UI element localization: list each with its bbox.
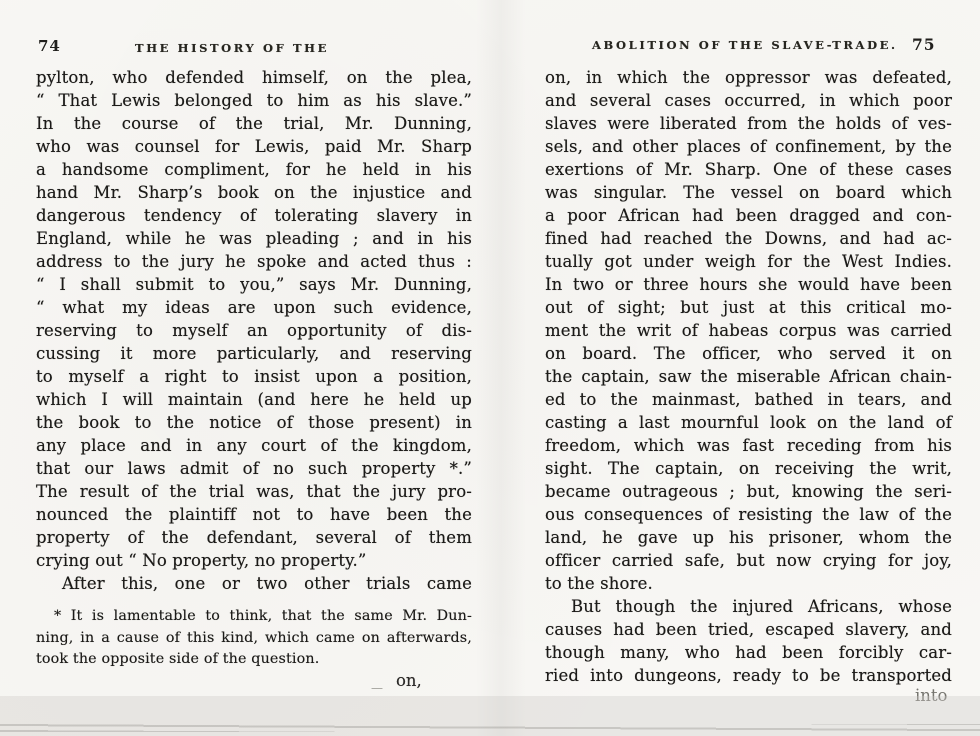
text-line: the captain, saw the miserable African chain-: [545, 367, 952, 386]
text-line: on board. The officer, who served it on: [545, 344, 952, 363]
text-line: address to the jury he spoke and acted thus :: [36, 252, 472, 271]
text-line: ed to the mainmast, bathed in tears, and: [545, 390, 952, 409]
footnote-line: * It is lamentable to think, that the same Mr. Dun-: [54, 608, 472, 624]
text-line: In the course of the trial, Mr. Dunning,: [36, 114, 472, 133]
text-line: cussing it more particularly, and reserving: [36, 344, 472, 363]
text-line: and several cases occurred, in which poor: [545, 91, 952, 110]
text-line: “ That Lewis belonged to him as his slave.”: [36, 91, 472, 110]
left-page-text: [36, 66, 472, 595]
text-line: the book to the notice of those present) in: [36, 413, 472, 432]
text-line: ried into dungeons, ready to be transported: [545, 666, 952, 685]
text-line: tually got under weigh for the West Indies.: [545, 252, 952, 271]
text-line: on, in which the oppressor was defeated,: [545, 68, 952, 87]
text-line: “ I shall submit to you,” says Mr. Dunning,: [36, 275, 472, 294]
text-line: dangerous tendency of tolerating slavery in: [36, 206, 472, 225]
text-line: In two or three hours she would have been: [545, 275, 952, 294]
text-line: “ what my ideas are upon such evidence,: [36, 298, 472, 317]
footnote-line: took the opposite side of the question.: [36, 651, 320, 667]
catchword-right: into: [915, 686, 948, 705]
text-line: to myself a right to insist upon a position,: [36, 367, 472, 386]
text-line: became outrageous ; but, knowing the seri-: [545, 482, 952, 501]
text-line: nounced the plaintiff not to have been the: [36, 505, 472, 524]
text-line: hand Mr. Sharp’s book on the injustice and: [36, 183, 472, 202]
catchword-left: on,: [396, 671, 422, 690]
page-gutter-shadow: [476, 0, 526, 736]
text-line: exertions of Mr. Sharp. One of these cases: [545, 160, 952, 179]
text-line: to the shore.: [545, 574, 653, 593]
text-line: pylton, who defended himself, on the plea,: [36, 68, 472, 87]
text-line: out of sight; but just at this critical mo-: [545, 298, 952, 317]
text-line: any place and in any court of the kingdom,: [36, 436, 472, 455]
scan-edge-bottom-streaks: [0, 724, 980, 732]
text-line: ous consequences of resisting the law of the: [545, 505, 952, 524]
text-line: causes had been tried, escaped slavery, and: [545, 620, 952, 639]
running-title-right: ABOLITION OF THE SLAVE-TRADE.: [592, 38, 898, 52]
left-page-footnote: [36, 606, 472, 671]
text-line: property of the defendant, several of them: [36, 528, 472, 547]
page-number-left: 74: [38, 37, 61, 55]
page-number-right: 75: [912, 35, 936, 54]
right-page-text: [545, 66, 952, 687]
text-line: slaves were liberated from the holds of ves-: [545, 114, 952, 133]
running-title-left: THE HISTORY OF THE: [135, 41, 329, 55]
text-line: sight. The captain, on receiving the writ,: [545, 459, 952, 478]
ink-smudge-mark: —: [371, 683, 383, 693]
text-line: officer carried safe, but now crying for joy,: [545, 551, 952, 570]
text-line: who was counsel for Lewis, paid Mr. Sharp: [36, 137, 472, 156]
text-line: land, he gave up his prisoner, whom the: [545, 528, 952, 547]
footnote-line: ning, in a cause of this kind, which came on afterwards,: [36, 629, 472, 646]
text-line: fined had reached the Downs, and had ac-: [545, 229, 952, 248]
text-line: that our laws admit of no such property *.”: [36, 459, 472, 478]
text-line: After this, one or two other trials came: [62, 574, 472, 593]
text-line: ment the writ of habeas corpus was carried: [545, 321, 952, 340]
text-line: which I will maintain (and here he held up: [36, 390, 472, 409]
text-line: crying out “ No property, no property.”: [36, 551, 367, 570]
text-line: England, while he was pleading ; and in his: [36, 229, 472, 248]
text-line: The result of the trial was, that the jury pro-: [36, 482, 472, 501]
text-line: freedom, which was fast receding from his: [545, 436, 952, 455]
text-line: sels, and other places of confinement, by the: [545, 137, 952, 156]
text-line: a poor African had been dragged and con-: [545, 206, 952, 225]
text-line: casting a last mournful look on the land of: [545, 413, 952, 432]
text-line: was singular. The vessel on board which: [545, 183, 952, 202]
text-line: a handsome compliment, for he held in his: [36, 160, 472, 179]
text-line: though many, who had been forcibly car-: [545, 643, 952, 662]
text-line: reserving to myself an opportunity of dis-: [36, 321, 472, 340]
text-line: But though the injured Africans, whose: [571, 597, 952, 616]
